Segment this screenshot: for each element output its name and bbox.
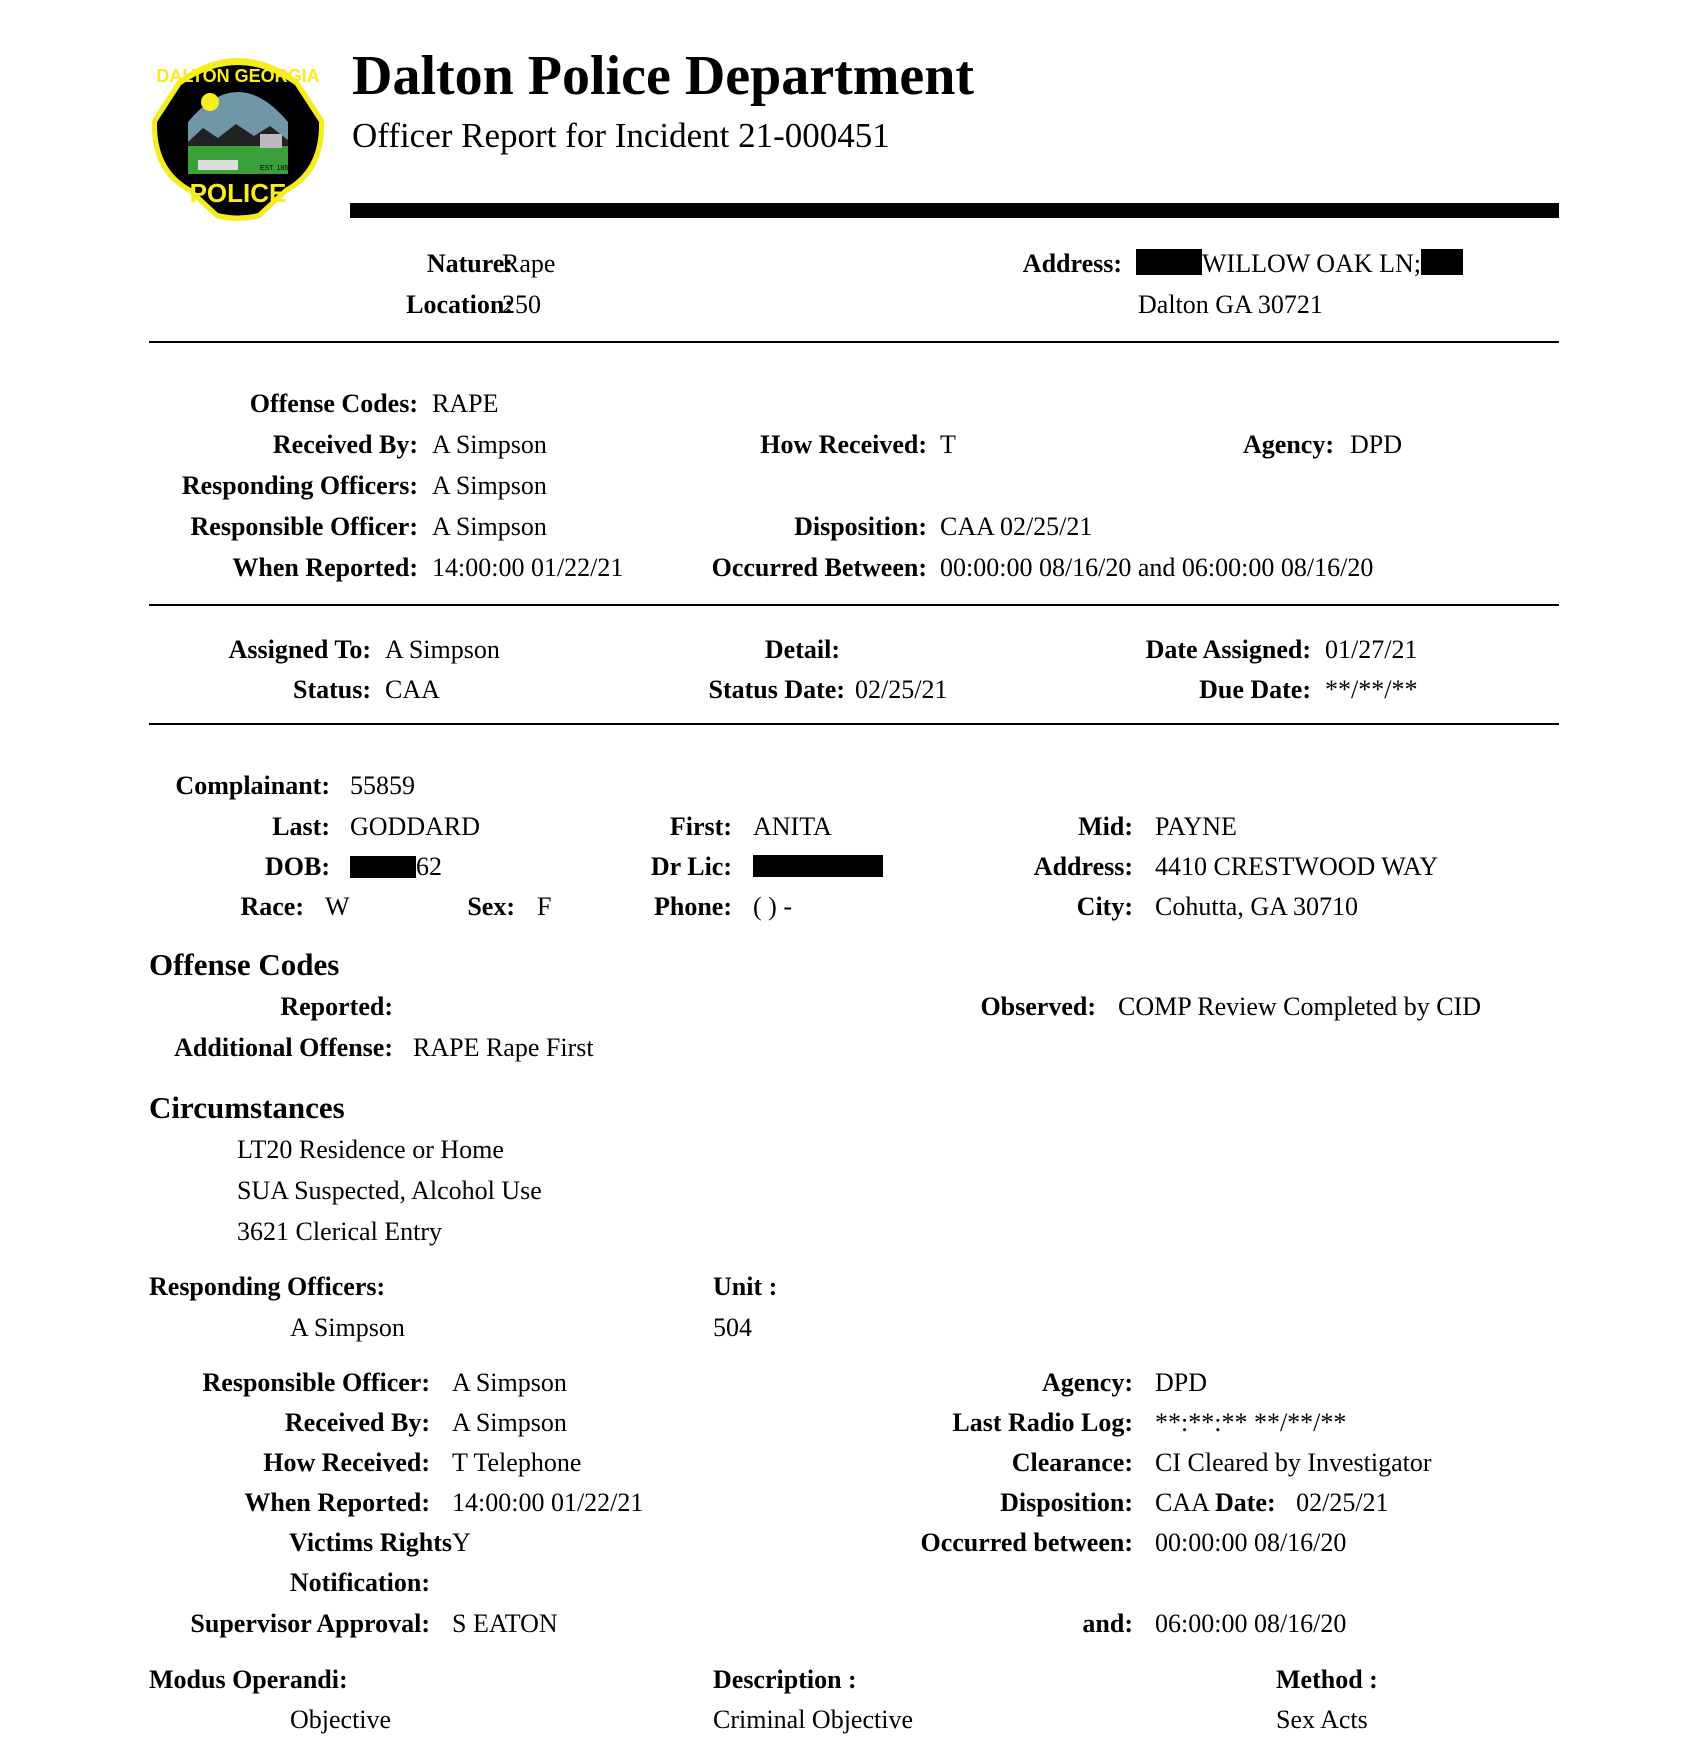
badge-top-text: DALTON GEORGIA	[156, 66, 320, 86]
modus-operandi-label: Modus Operandi:	[149, 1665, 348, 1694]
occurred-between-label: Occurred Between:	[711, 553, 927, 582]
sex-label: Sex:	[467, 892, 515, 921]
nature-value: Rape	[502, 249, 556, 278]
page-title: Dalton Police Department	[352, 45, 975, 107]
unit-value: 504	[713, 1313, 752, 1342]
detail-how-received-label: How Received:	[263, 1448, 430, 1477]
race-value: W	[325, 892, 350, 921]
location-label: Location:	[406, 290, 513, 319]
how-received-value: T	[940, 430, 956, 459]
responding-officer-name: A Simpson	[290, 1313, 405, 1342]
disposition-value: CAA 02/25/21	[940, 512, 1093, 541]
unit-label: Unit :	[713, 1272, 778, 1301]
redaction-block	[1136, 249, 1202, 275]
when-reported-label: When Reported:	[232, 553, 418, 582]
agency-value: DPD	[1350, 430, 1403, 459]
last-name-value: GODDARD	[350, 812, 480, 841]
redaction-block	[350, 856, 416, 878]
when-reported-value: 14:00:00 01/22/21	[432, 553, 624, 582]
complainant-address-label: Address:	[1033, 852, 1133, 881]
detail-received-by-value: A Simpson	[452, 1408, 567, 1437]
nature-label: Nature:	[426, 249, 513, 278]
reported-label: Reported:	[280, 992, 393, 1021]
dr-lic-redaction	[753, 855, 883, 877]
dob-label: DOB:	[265, 852, 330, 881]
agency-label: Agency:	[1243, 430, 1334, 459]
dob-year: 62	[416, 852, 442, 881]
responding-officers-value: A Simpson	[432, 471, 547, 500]
phone-label: Phone:	[654, 892, 732, 921]
page-subtitle: Officer Report for Incident 21-000451	[352, 116, 890, 155]
detail-how-received-value: T Telephone	[452, 1448, 582, 1477]
date-assigned-label: Date Assigned:	[1145, 635, 1311, 664]
header-divider	[350, 203, 1559, 218]
detail-when-reported-value: 14:00:00 01/22/21	[452, 1488, 644, 1517]
responding-officers-label: Responding Officers:	[181, 471, 418, 500]
victims-rights-value: Y	[452, 1528, 471, 1557]
detail-agency-label: Agency:	[1042, 1368, 1133, 1397]
how-received-label: How Received:	[760, 430, 927, 459]
method-label: Method :	[1276, 1665, 1378, 1694]
address-label: Address:	[1022, 249, 1122, 278]
badge-bottom-text: POLICE	[189, 178, 287, 208]
assigned-to-label: Assigned To:	[228, 635, 371, 664]
last-name-label: Last:	[272, 812, 330, 841]
detail-disposition-label: Disposition:	[1000, 1488, 1133, 1517]
detail-label: Detail:	[764, 635, 840, 664]
supervisor-approval-label: Supervisor Approval:	[190, 1609, 430, 1638]
first-name-label: First:	[669, 812, 732, 841]
mid-name-label: Mid:	[1078, 812, 1133, 841]
observed-value: COMP Review Completed by CID	[1118, 992, 1482, 1021]
occurred-between-value: 00:00:00 08/16/20 and 06:00:00 08/16/20	[940, 553, 1374, 582]
disposition-label: Disposition:	[794, 512, 927, 541]
address-city: Dalton GA 30721	[1138, 290, 1323, 319]
victims-rights-label: Victims Rights	[289, 1528, 452, 1557]
dob-value	[350, 852, 442, 882]
section-divider	[149, 341, 1559, 343]
disposition-code: CAA	[1155, 1488, 1209, 1517]
additional-offense-label: Additional Offense:	[174, 1033, 393, 1062]
description-value: Criminal Objective	[713, 1705, 914, 1734]
disposition-date-label: Date:	[1214, 1488, 1276, 1517]
detail-when-reported-label: When Reported:	[244, 1488, 430, 1517]
dr-lic-label: Dr Lic:	[650, 852, 732, 881]
date-assigned-value: 01/27/21	[1325, 635, 1418, 664]
due-date-label: Due Date:	[1199, 675, 1311, 704]
police-badge-logo	[148, 42, 328, 224]
occurred-and-label: and:	[1082, 1609, 1133, 1638]
due-date-value: **/**/**	[1325, 675, 1418, 704]
circumstance-item: SUA Suspected, Alcohol Use	[237, 1176, 542, 1205]
redaction-block	[1421, 249, 1463, 275]
received-by-value: A Simpson	[432, 430, 547, 459]
notification-label: Notification:	[289, 1568, 430, 1597]
status-label: Status:	[292, 675, 371, 704]
complainant-address-value: 4410 CRESTWOOD WAY	[1155, 852, 1439, 881]
detail-received-by-label: Received By:	[284, 1408, 430, 1437]
clearance-value: CI Cleared by Investigator	[1155, 1448, 1432, 1477]
complainant-label: Complainant:	[175, 771, 330, 800]
additional-offense-value: RAPE Rape First	[413, 1033, 594, 1062]
circumstance-item: LT20 Residence or Home	[237, 1135, 504, 1164]
responding-officers-heading: Responding Officers:	[149, 1272, 386, 1301]
method-value: Sex Acts	[1276, 1705, 1368, 1734]
disposition-date-value: 02/25/21	[1296, 1488, 1389, 1517]
badge-est-text: EST. 1851	[259, 165, 293, 172]
detail-responsible-officer-value: A Simpson	[452, 1368, 567, 1397]
phone-value: ( ) -	[753, 892, 792, 921]
assigned-to-value: A Simpson	[385, 635, 500, 664]
section-divider	[149, 604, 1559, 606]
location-value: 250	[502, 290, 541, 319]
clearance-label: Clearance:	[1011, 1448, 1133, 1477]
responsible-officer-value: A Simpson	[432, 512, 547, 541]
last-radio-log-value: **:**:** **/**/**	[1155, 1408, 1347, 1437]
first-name-value: ANITA	[753, 812, 832, 841]
sex-value: F	[537, 892, 552, 921]
status-value: CAA	[385, 675, 440, 704]
section-divider	[149, 723, 1559, 725]
status-date-value: 02/25/21	[855, 675, 948, 704]
city-label: City:	[1076, 892, 1133, 921]
received-by-label: Received By:	[272, 430, 418, 459]
last-radio-log-label: Last Radio Log:	[952, 1408, 1133, 1437]
occurred-end-value: 06:00:00 08/16/20	[1155, 1609, 1347, 1638]
description-label: Description :	[713, 1665, 857, 1694]
mid-name-value: PAYNE	[1155, 812, 1237, 841]
circumstance-item: 3621 Clerical Entry	[237, 1217, 443, 1246]
circumstances-heading: Circumstances	[149, 1090, 345, 1125]
status-date-label: Status Date:	[708, 675, 845, 704]
observed-label: Observed:	[980, 992, 1096, 1021]
address-street	[1136, 249, 1463, 279]
occurred-between-detail-label: Occurred between:	[920, 1528, 1133, 1557]
responsible-officer-label: Responsible Officer:	[190, 512, 418, 541]
offense-codes-label: Offense Codes:	[249, 389, 418, 418]
modus-operandi-value: Objective	[290, 1705, 392, 1734]
address-street-text: WILLOW OAK LN;	[1202, 249, 1422, 278]
supervisor-approval-value: S EATON	[452, 1609, 558, 1638]
detail-disposition-value	[1155, 1488, 1389, 1518]
detail-responsible-officer-label: Responsible Officer:	[202, 1368, 430, 1397]
detail-agency-value: DPD	[1155, 1368, 1208, 1397]
offense-codes-value: RAPE	[432, 389, 499, 418]
city-value: Cohutta, GA 30710	[1155, 892, 1358, 921]
offense-codes-heading: Offense Codes	[149, 947, 340, 982]
complainant-value: 55859	[350, 771, 415, 800]
race-label: Race:	[240, 892, 304, 921]
occurred-start-value: 00:00:00 08/16/20	[1155, 1528, 1347, 1557]
